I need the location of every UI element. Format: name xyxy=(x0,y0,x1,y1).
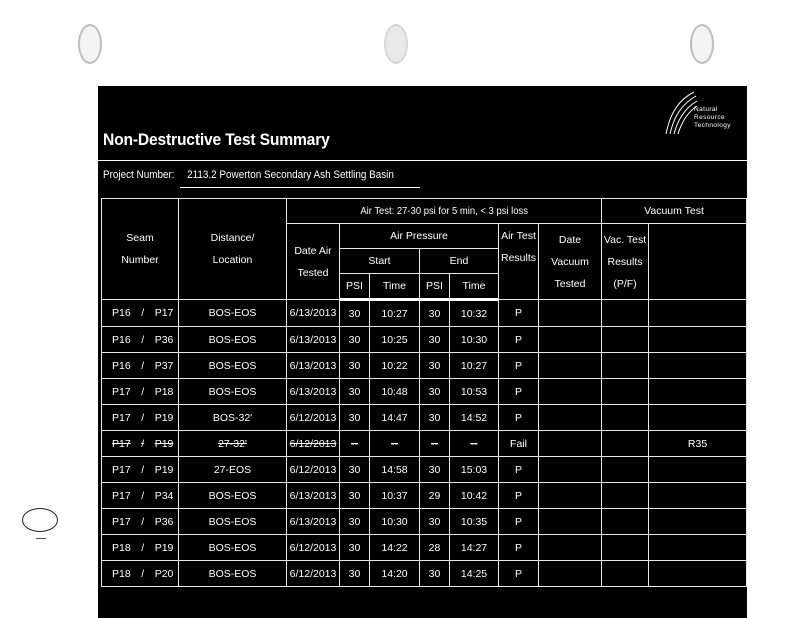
cell-text: P xyxy=(514,515,522,528)
cell-text: Fail xyxy=(510,437,527,450)
cell-comments xyxy=(649,431,747,457)
cell-text: 30 xyxy=(428,463,441,476)
project-label: Project Number: xyxy=(103,169,175,181)
cell-text: 30 xyxy=(348,385,361,398)
cell-psi-end xyxy=(420,431,450,457)
cell-text: 6/13/2013 xyxy=(289,333,337,346)
cell-air-test-result xyxy=(499,483,539,509)
header-text: Number xyxy=(121,254,159,266)
seam-a: P17 xyxy=(112,411,131,424)
cell-time-end xyxy=(450,483,499,509)
cell-time-end xyxy=(450,431,499,457)
cell-location xyxy=(179,405,287,431)
cell-psi-end xyxy=(420,535,450,561)
cell-seam-number xyxy=(102,405,179,431)
cell-text: 10:48 xyxy=(381,385,408,398)
cell-vac-test-result xyxy=(602,535,649,561)
cell-comments xyxy=(649,509,747,535)
cell-comments xyxy=(649,457,747,483)
cell-time-end xyxy=(450,379,499,405)
logo-text-line: Technology xyxy=(694,122,731,129)
cell-psi-end xyxy=(420,353,450,379)
table-row xyxy=(102,561,747,587)
cell-air-test-result xyxy=(499,405,539,431)
cell-psi-start xyxy=(340,379,370,405)
cell-time-start xyxy=(370,431,420,457)
cell-time-start xyxy=(370,509,420,535)
table-row xyxy=(102,379,747,405)
cell-vac-test-result xyxy=(602,561,649,587)
cell-seam-number xyxy=(102,457,179,483)
document-title: Non-Destructive Test Summary xyxy=(103,130,330,149)
cell-seam-number xyxy=(102,353,179,379)
cell-time-end xyxy=(450,457,499,483)
seam-separator: / xyxy=(141,515,145,528)
cell-time-start xyxy=(370,353,420,379)
seam-b: P37 xyxy=(154,359,174,372)
cell-date-air-tested xyxy=(287,483,340,509)
table-row xyxy=(102,405,747,431)
cell-text: BOS-EOS xyxy=(208,541,257,554)
header-text: Air Test: 27-30 psi for 5 min, < 3 psi loss xyxy=(360,205,528,217)
cell-text: P xyxy=(514,463,522,476)
cell-text: 30 xyxy=(348,333,361,346)
cell-text: 6/12/2013 xyxy=(289,541,337,554)
header-air-pressure xyxy=(340,224,499,249)
cell-text: -- xyxy=(351,437,358,450)
cell-vac-test-result xyxy=(602,353,649,379)
cell-text: 14:25 xyxy=(460,567,488,580)
cell-date-vacuum-tested xyxy=(539,353,602,379)
table-row xyxy=(102,300,747,327)
test-summary-table xyxy=(101,198,747,587)
cell-text: 6/12/2013 xyxy=(289,437,337,450)
seam-a: P17 xyxy=(112,463,131,476)
binder-hole-right xyxy=(690,24,714,64)
cell-time-end xyxy=(450,327,499,353)
binder-hole-side xyxy=(22,508,58,532)
header-text: (P/F) xyxy=(613,277,637,290)
seam-separator: / xyxy=(141,385,145,398)
seam-separator: / xyxy=(141,307,145,319)
cell-text: 30 xyxy=(348,567,361,580)
seam-separator: / xyxy=(141,567,145,580)
cell-text: 30 xyxy=(428,359,441,372)
cell-text: 14:52 xyxy=(460,411,488,424)
cell-psi-start xyxy=(340,431,370,457)
cell-time-end xyxy=(450,509,499,535)
cell-date-vacuum-tested xyxy=(539,300,602,327)
seam-a: P17 xyxy=(112,385,131,398)
cell-air-test-result xyxy=(499,300,539,327)
cell-psi-start xyxy=(340,561,370,587)
cell-date-air-tested xyxy=(287,457,340,483)
cell-psi-start xyxy=(340,327,370,353)
cell-psi-end xyxy=(420,483,450,509)
cell-text: 29 xyxy=(428,489,441,502)
seam-b: P18 xyxy=(154,385,174,398)
header-text: Air Pressure xyxy=(390,230,448,242)
cell-text: 30 xyxy=(428,567,441,580)
cell-air-test-result xyxy=(499,509,539,535)
cell-text: 14:22 xyxy=(381,541,408,554)
cell-vac-test-result xyxy=(602,327,649,353)
cell-vac-test-result xyxy=(602,379,649,405)
cell-time-start xyxy=(370,405,420,431)
cell-comments xyxy=(649,353,747,379)
header-text: Results xyxy=(500,252,536,264)
seam-a: P17 xyxy=(112,489,131,502)
header-text: Distance/ xyxy=(210,232,255,244)
cell-vac-test-result xyxy=(602,405,649,431)
seam-separator: / xyxy=(141,333,145,346)
cell-text: -- xyxy=(470,437,478,450)
table-header xyxy=(102,199,747,300)
cell-psi-start xyxy=(340,300,370,327)
cell-time-end xyxy=(450,535,499,561)
cell-comments xyxy=(649,535,747,561)
seam-b: P36 xyxy=(154,515,174,528)
seam-a: P16 xyxy=(112,359,131,372)
cell-text: 6/12/2013 xyxy=(289,411,337,424)
header-time-end: Time xyxy=(450,274,499,300)
cell-text: BOS-EOS xyxy=(208,515,257,528)
seam-b: P19 xyxy=(154,411,174,424)
cell-text: 10:25 xyxy=(381,333,408,346)
cell-air-test-result xyxy=(499,535,539,561)
cell-vac-test-result xyxy=(602,483,649,509)
cell-seam-number xyxy=(102,300,179,327)
cell-text: P xyxy=(514,359,522,372)
header-date-air-tested xyxy=(287,224,340,300)
cell-seam-number xyxy=(102,509,179,535)
seam-separator: / xyxy=(141,359,145,372)
cell-date-air-tested xyxy=(287,379,340,405)
cell-text: 30 xyxy=(348,307,361,320)
cell-text: 30 xyxy=(428,411,441,424)
cell-psi-end xyxy=(420,327,450,353)
header-text: End xyxy=(449,255,469,267)
cell-air-test-result xyxy=(499,431,539,457)
cell-text: P xyxy=(514,541,522,554)
cell-text: 6/12/2013 xyxy=(289,567,337,580)
cell-text: 6/13/2013 xyxy=(289,359,337,372)
header-vacuum-group xyxy=(602,199,747,224)
cell-seam-number xyxy=(102,561,179,587)
cell-text: P xyxy=(514,489,522,502)
seam-b: P19 xyxy=(154,437,174,450)
cell-psi-end xyxy=(420,457,450,483)
cell-time-start xyxy=(370,483,420,509)
header-air-test-results xyxy=(499,224,539,300)
binder-hole-left xyxy=(78,24,102,64)
cell-text: 6/13/2013 xyxy=(289,307,337,319)
header-end xyxy=(420,249,499,274)
seam-a: P16 xyxy=(112,333,131,346)
seam-b: P19 xyxy=(154,541,174,554)
header-date-vacuum-tested xyxy=(539,224,602,300)
cell-seam-number xyxy=(102,379,179,405)
cell-vac-test-result xyxy=(602,431,649,457)
seam-a: P18 xyxy=(112,567,131,580)
header-text: Tested xyxy=(554,277,586,290)
cell-psi-start xyxy=(340,405,370,431)
cell-text: 10:27 xyxy=(460,359,488,372)
cell-text: 15:03 xyxy=(460,463,488,476)
cell-text: BOS-EOS xyxy=(208,333,257,346)
seam-a: P17 xyxy=(112,515,131,528)
cell-location xyxy=(179,509,287,535)
cell-text: BOS-EOS xyxy=(208,307,257,319)
cell-date-air-tested xyxy=(287,431,340,457)
cell-comments xyxy=(649,561,747,587)
table-row xyxy=(102,535,747,561)
cell-date-air-tested xyxy=(287,405,340,431)
cell-text: P xyxy=(514,333,522,346)
cell-seam-number xyxy=(102,535,179,561)
cell-text: 30 xyxy=(348,411,361,424)
cell-psi-end xyxy=(420,561,450,587)
cell-psi-end xyxy=(420,300,450,327)
binder-hole-center xyxy=(384,24,408,64)
cell-text: 30 xyxy=(428,515,441,528)
cell-text: 30 xyxy=(348,515,361,528)
cell-date-vacuum-tested xyxy=(539,509,602,535)
cell-air-test-result xyxy=(499,353,539,379)
seam-b: P36 xyxy=(154,333,174,346)
header-text: Air Test xyxy=(501,230,536,242)
cell-text: 27-EOS xyxy=(213,463,252,476)
cell-time-end xyxy=(450,300,499,327)
header-text: Vac. Test xyxy=(603,233,647,246)
cell-vac-test-result xyxy=(602,300,649,327)
seam-a: P17 xyxy=(112,437,131,450)
cell-text: 6/13/2013 xyxy=(289,515,337,528)
header-psi-start: PSI xyxy=(340,274,370,300)
cell-air-test-result xyxy=(499,327,539,353)
cell-date-vacuum-tested xyxy=(539,379,602,405)
cell-date-air-tested xyxy=(287,535,340,561)
cell-text: P xyxy=(514,411,522,424)
cell-text: -- xyxy=(431,437,438,450)
cell-text: BOS-EOS xyxy=(208,489,257,502)
cell-text: BOS-EOS xyxy=(208,567,257,580)
cell-psi-start xyxy=(340,353,370,379)
header-text: Start xyxy=(368,255,391,267)
cell-vac-test-result xyxy=(602,509,649,535)
cell-text: 6/13/2013 xyxy=(289,489,337,502)
header-text: Date Air xyxy=(294,244,332,257)
cell-location xyxy=(179,457,287,483)
header-text: Date xyxy=(558,233,582,246)
cell-comments xyxy=(649,405,747,431)
margin-mark xyxy=(36,538,46,539)
cell-text: 10:35 xyxy=(460,515,488,528)
cell-text: P xyxy=(514,385,522,398)
cell-text: 10:22 xyxy=(381,359,408,372)
cell-comments xyxy=(649,327,747,353)
cell-text: 10:42 xyxy=(460,489,488,502)
cell-text: -- xyxy=(391,437,398,450)
header-text: Vacuum Test xyxy=(644,205,704,217)
cell-text: 30 xyxy=(428,385,441,398)
seam-b: P34 xyxy=(154,489,174,502)
cell-text: 30 xyxy=(348,541,361,554)
cell-air-test-result xyxy=(499,561,539,587)
cell-time-start xyxy=(370,535,420,561)
cell-text: 6/12/2013 xyxy=(289,463,337,476)
cell-psi-start xyxy=(340,535,370,561)
seam-separator: / xyxy=(141,541,145,554)
cell-date-vacuum-tested xyxy=(539,431,602,457)
header-time-start: Time xyxy=(370,274,420,300)
cell-time-start xyxy=(370,457,420,483)
cell-time-start xyxy=(370,379,420,405)
cell-text: 14:47 xyxy=(381,411,408,424)
cell-text: 14:58 xyxy=(381,463,408,476)
cell-text: 14:20 xyxy=(381,567,408,580)
cell-air-test-result xyxy=(499,379,539,405)
seam-a: P18 xyxy=(112,541,131,554)
header-text: Vacuum xyxy=(551,255,589,268)
table-body xyxy=(102,300,747,587)
cell-text: 30 xyxy=(348,359,361,372)
header-distance-location xyxy=(179,199,287,300)
seam-separator: / xyxy=(141,463,145,476)
cell-time-start xyxy=(370,327,420,353)
cell-psi-start xyxy=(340,457,370,483)
cell-text: 30 xyxy=(348,489,361,502)
cell-date-vacuum-tested xyxy=(539,535,602,561)
cell-text: 10:37 xyxy=(381,489,408,502)
cell-text: R35 xyxy=(687,437,708,450)
document-sheet xyxy=(98,86,747,618)
cell-psi-start xyxy=(340,483,370,509)
cell-date-air-tested xyxy=(287,327,340,353)
cell-text: BOS-32' xyxy=(212,411,253,424)
cell-time-end xyxy=(450,353,499,379)
header-text: Seam xyxy=(126,232,154,244)
cell-location xyxy=(179,327,287,353)
cell-location xyxy=(179,353,287,379)
cell-date-vacuum-tested xyxy=(539,561,602,587)
table-row xyxy=(102,327,747,353)
cell-text: 10:32 xyxy=(460,307,488,320)
table-row xyxy=(102,509,747,535)
cell-text: P xyxy=(514,307,522,319)
cell-psi-start xyxy=(340,509,370,535)
cell-time-start xyxy=(370,300,420,327)
logo-text-line: Resource xyxy=(694,114,726,121)
cell-date-air-tested xyxy=(287,561,340,587)
logo-text-line: Natural xyxy=(694,106,718,113)
cell-date-vacuum-tested xyxy=(539,457,602,483)
cell-air-test-result xyxy=(499,457,539,483)
cell-psi-end xyxy=(420,405,450,431)
project-value: 2113.2 Powerton Secondary Ash Settling Basin xyxy=(187,169,394,181)
cell-text: 27-32' xyxy=(218,437,247,450)
header-text: Tested xyxy=(297,266,329,279)
cell-seam-number xyxy=(102,483,179,509)
project-underline xyxy=(180,187,420,188)
table-row xyxy=(102,457,747,483)
cell-text: P xyxy=(514,567,522,580)
cell-time-end xyxy=(450,561,499,587)
seam-separator: / xyxy=(141,411,145,424)
header-vac-test-results xyxy=(602,224,649,300)
table-row xyxy=(102,483,747,509)
cell-text: 30 xyxy=(428,333,441,346)
table-row xyxy=(102,431,747,457)
cell-location xyxy=(179,561,287,587)
seam-a: P16 xyxy=(112,307,131,319)
company-logo xyxy=(664,90,742,140)
cell-seam-number xyxy=(102,431,179,457)
cell-text: BOS-EOS xyxy=(208,359,257,372)
cell-text: 10:53 xyxy=(460,385,488,398)
cell-comments xyxy=(649,483,747,509)
cell-location xyxy=(179,535,287,561)
cell-date-vacuum-tested xyxy=(539,405,602,431)
cell-time-start xyxy=(370,561,420,587)
cell-text: 14:27 xyxy=(460,541,488,554)
header-text: Results xyxy=(607,255,643,268)
table-row xyxy=(102,353,747,379)
seam-b: P17 xyxy=(154,307,174,319)
cell-psi-end xyxy=(420,509,450,535)
cell-date-air-tested xyxy=(287,509,340,535)
cell-date-vacuum-tested xyxy=(539,327,602,353)
cell-location xyxy=(179,300,287,327)
header-psi-end: PSI xyxy=(420,274,450,300)
cell-text: BOS-EOS xyxy=(208,385,257,398)
cell-text: 10:30 xyxy=(381,515,408,528)
cell-comments xyxy=(649,300,747,327)
cell-text: 30 xyxy=(428,307,441,320)
logo-text xyxy=(694,106,731,130)
seam-separator: / xyxy=(141,489,145,502)
seam-separator: / xyxy=(141,437,145,450)
seam-b: P20 xyxy=(154,567,174,580)
cell-location xyxy=(179,483,287,509)
cell-time-end xyxy=(450,405,499,431)
cell-text: 28 xyxy=(428,541,441,554)
logo-lines-icon xyxy=(664,90,698,136)
cell-psi-end xyxy=(420,379,450,405)
cell-text: 10:27 xyxy=(381,307,408,320)
cell-text: 6/13/2013 xyxy=(289,385,337,398)
cell-date-vacuum-tested xyxy=(539,483,602,509)
cell-text: 30 xyxy=(348,463,361,476)
cell-comments xyxy=(649,379,747,405)
header-air-test-group xyxy=(287,199,602,224)
header-text: Location xyxy=(212,254,253,266)
cell-vac-test-result xyxy=(602,457,649,483)
cell-seam-number xyxy=(102,327,179,353)
cell-date-air-tested xyxy=(287,353,340,379)
project-line xyxy=(103,169,394,181)
header-rule xyxy=(98,160,747,161)
cell-text: 10:30 xyxy=(460,333,488,346)
cell-location xyxy=(179,379,287,405)
header-start xyxy=(340,249,420,274)
seam-b: P19 xyxy=(154,463,174,476)
cell-location xyxy=(179,431,287,457)
header-seam-number xyxy=(102,199,179,300)
cell-date-air-tested xyxy=(287,300,340,327)
